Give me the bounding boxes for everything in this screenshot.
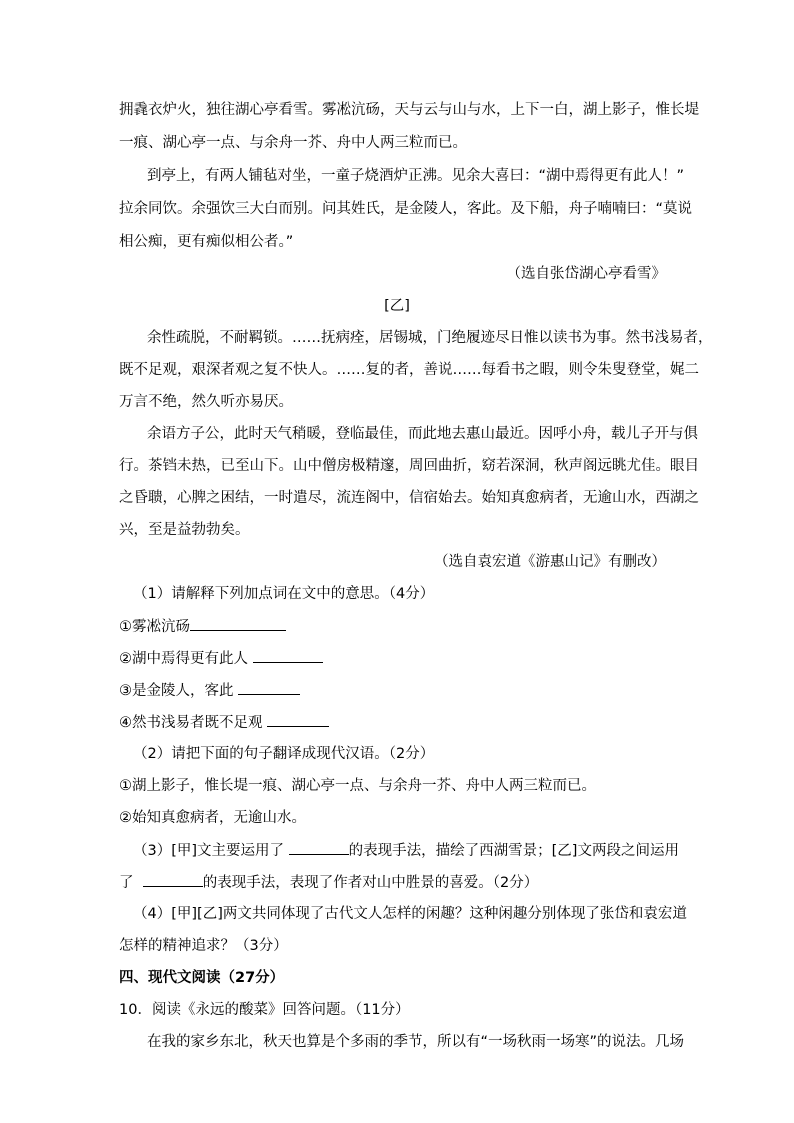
q1-item-3 xyxy=(119,680,300,701)
jia-p2-line1: 到亭上，有两人铺毡对坐，一童子烧酒炉正沸。见余大喜曰：“湖中焉得更有此人！” xyxy=(147,168,685,184)
jia-p1-line1: 拥毳衣炉火，独往湖心亭看雪。雾凇沆砀，天与云与山与水，上下一白，湖上影子，惟长堤 xyxy=(119,102,699,118)
q3-text-a: （3）[甲]文主要运用了 xyxy=(133,843,285,859)
yi-source: （选自袁宏道《游惠山记》有删改） xyxy=(434,554,666,570)
jia-p1-line2: 一痕、湖心亭一点、与余舟一芥、舟中人两三粒而已。 xyxy=(119,135,467,151)
answer-blank[interactable] xyxy=(289,840,349,855)
jia-p2-line2: 拉余同饮。余强饮三大白而别。问其姓氏，是金陵人，客此。及下船，舟子喃喃曰：“莫说 xyxy=(119,201,693,217)
q3-text-c: 了 xyxy=(119,875,134,891)
yi-p2-line3: 之昏聩，心脾之困结，一时遣尽，流连阁中，信宿始去。始知真愈病者，无逾山水，西湖之 xyxy=(119,490,699,506)
q1-item-text: ③是金陵人，客此 xyxy=(119,683,234,699)
yi-p2-line2: 行。茶铛未热，已至山下。山中僧房极精邃，周回曲折，窈若深洞，秋声阁远眺尤佳。眼目 xyxy=(119,458,699,474)
q3-text-b: 的表现手法，描绘了西湖雪景；[乙]文两段之间运用 xyxy=(348,843,679,859)
yi-p1-line2: 既不足观，艰深者观之复不快人。……复的者，善说……每看书之暇，则令朱叟登堂，娓二 xyxy=(119,362,699,378)
jia-source: （选自张岱湖心亭看雪》 xyxy=(506,266,666,282)
question-10: 10．阅读《永远的酸菜》回答问题。（11分） xyxy=(119,1002,410,1018)
q2-item-1: ①湖上影子，惟长堤一痕、湖心亭一点、与余舟一芥、舟中人两三粒而已。 xyxy=(119,778,596,794)
q3-line1 xyxy=(133,840,679,861)
q4-line1: （4）[甲][乙]两文共同体现了古代文人怎样的闲趣？这种闲趣分别体现了张岱和袁宏道 xyxy=(133,906,687,922)
section4-p1: 在我的家乡东北，秋天也算是个多雨的季节，所以有“一场秋雨一场寒”的说法。几场 xyxy=(147,1034,685,1050)
yi-p1-line3: 万言不绝，然久听亦易厌。 xyxy=(119,394,293,410)
q1-prompt: （1）请解释下列加点词在文中的意思。（4分） xyxy=(133,586,435,602)
q4-line2: 怎样的精神追求？（3分） xyxy=(119,938,288,954)
q3-text-d: 的表现手法，表现了作者对山中胜景的喜爱。（2分） xyxy=(202,875,539,891)
answer-blank[interactable] xyxy=(267,712,329,727)
jia-p2-line3: 相公痴，更有痴似相公者。” xyxy=(119,234,294,250)
q1-item-4 xyxy=(119,712,329,733)
q1-item-text: ④然书浅易者既不足观 xyxy=(119,715,263,731)
q1-item-2 xyxy=(119,648,323,669)
yi-p1-line1: 余性疏脱，不耐羁锁。……抚病痊，居锡城，门绝履迹尽日惟以读书为事。然书浅易者， xyxy=(147,330,713,346)
answer-blank[interactable] xyxy=(238,680,300,695)
section-title: 四、现代文阅读（27分） xyxy=(119,970,285,986)
yi-p2-line4: 兴，至是益勃勃矣。 xyxy=(119,522,250,538)
q1-item-text: ①雾凇沆砀 xyxy=(119,619,190,635)
answer-blank[interactable] xyxy=(190,616,286,631)
q2-item-2: ②始知真愈病者，无逾山水。 xyxy=(119,810,306,826)
answer-blank[interactable] xyxy=(143,872,203,887)
q3-line2 xyxy=(119,872,538,893)
yi-p2-line1: 余语方子公，此时天气稍暖，登临最佳，而此地去惠山最近。因呼小舟，载儿子开与俱 xyxy=(147,426,698,442)
yi-heading: [乙] xyxy=(384,298,410,314)
q1-item-1 xyxy=(119,616,286,637)
q2-prompt: （2）请把下面的句子翻译成现代汉语。（2分） xyxy=(133,746,435,762)
answer-blank[interactable] xyxy=(253,648,323,663)
q1-item-text: ②湖中焉得更有此人 xyxy=(119,651,248,667)
